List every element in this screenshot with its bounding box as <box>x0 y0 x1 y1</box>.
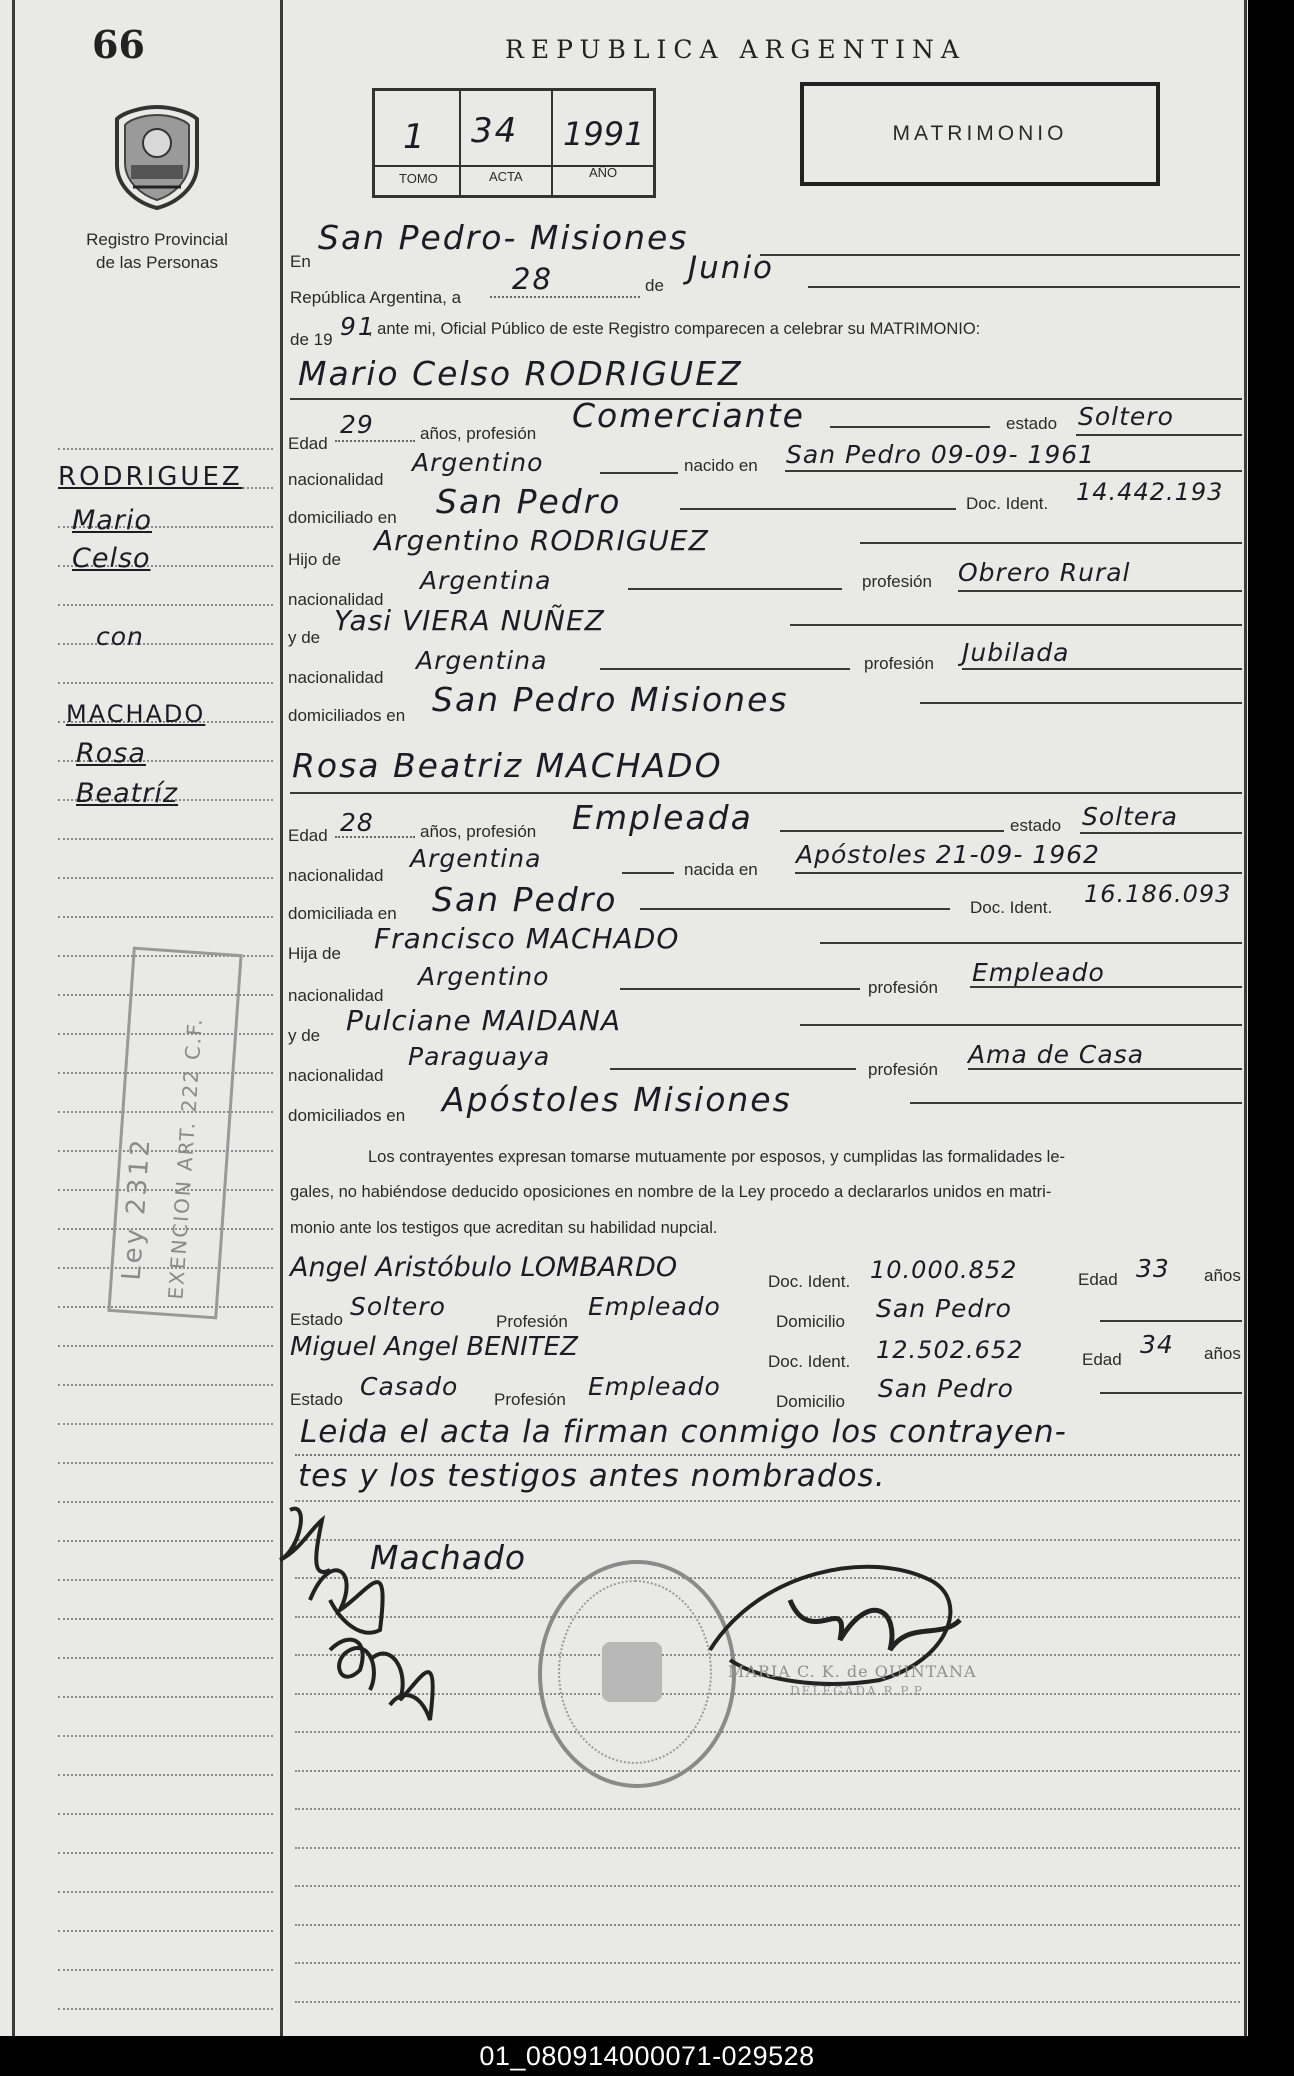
margin-surname-2: MACHADO <box>66 700 206 728</box>
bride-profession: Empleada <box>572 798 753 837</box>
margin-ruled-line <box>58 1345 273 1347</box>
registry-name-line2: de las Personas <box>96 253 218 272</box>
margin-ruled-line <box>58 1969 273 1971</box>
groom-profession: Comerciante <box>572 396 805 435</box>
label-edad-b: Edad <box>288 826 328 845</box>
groom-civil-status: Soltero <box>1078 402 1174 431</box>
label-nacionalidad-2: nacionalidad <box>288 590 384 609</box>
label-anos-profesion-b: años, profesión <box>420 822 537 841</box>
bride-civil-status: Soltera <box>1082 802 1178 831</box>
label-domiciliados-en-b: domiciliados en <box>288 1106 406 1125</box>
label-domiciliada-en: domiciliada en <box>288 904 397 923</box>
label-nacido-en: nacido en <box>684 456 758 475</box>
witness2-status: Casado <box>360 1372 459 1401</box>
stamp-line1: Ley 2312 <box>116 1135 157 1282</box>
groom-father-profession: Obrero Rural <box>958 558 1131 587</box>
bride-mother: Pulciane MAIDANA <box>346 1004 621 1037</box>
margin-ruled-line <box>58 682 273 684</box>
bride-doc: 16.186.093 <box>1084 880 1232 908</box>
tomo-value: 1 <box>403 117 427 157</box>
margin-ruled-line <box>58 1891 273 1893</box>
witness1-status: Soltero <box>350 1292 446 1321</box>
label-nacionalidad-b2: nacionalidad <box>288 986 384 1005</box>
content-ruled-line <box>295 1962 1240 1964</box>
label-y-de: y de <box>288 628 321 647</box>
record-type-box <box>800 82 1160 186</box>
margin-ruled-line <box>58 604 273 606</box>
signature-machado: Machado <box>370 1538 527 1577</box>
bride-mother-profession: Ama de Casa <box>968 1040 1145 1069</box>
margin-given-1: Mario <box>72 505 152 536</box>
margin-ruled-line <box>58 1813 273 1815</box>
label-edad: Edad <box>288 434 328 453</box>
label-y-de-b: y de <box>288 1026 321 1045</box>
content-ruled-line <box>295 1847 1240 1849</box>
witness1-name: Angel Aristóbulo LOMBARDO <box>290 1252 678 1283</box>
margin-con: con <box>96 622 144 651</box>
witness2-doc-label: Doc. Ident. <box>768 1352 851 1371</box>
witness2-age-label: Edad <box>1082 1350 1122 1369</box>
label-hijo-de: Hijo de <box>288 550 341 569</box>
witness1-doc-label: Doc. Ident. <box>768 1272 851 1291</box>
groom-mother-nationality: Argentina <box>416 646 548 675</box>
bride-nationality: Argentina <box>410 844 542 873</box>
label-nacionalidad-b: nacionalidad <box>288 866 384 885</box>
witness1-anos-label: años <box>1204 1266 1241 1285</box>
witness2-domicile: San Pedro <box>878 1374 1014 1403</box>
witness1-profession-label: Profesión <box>496 1312 568 1331</box>
witness2-name: Miguel Angel BENITEZ <box>290 1332 578 1362</box>
margin-ruled-line <box>58 1423 273 1425</box>
record-type: MATRIMONIO <box>892 122 1068 145</box>
anio-value: 1991 <box>563 115 645 153</box>
witness1-status-label: Estado <box>290 1310 343 1329</box>
witness1-profession: Empleado <box>588 1292 721 1321</box>
label-nacionalidad: nacionalidad <box>288 470 384 489</box>
left-border <box>12 0 15 2036</box>
margin-ruled-line <box>58 448 273 450</box>
content-ruled-line <box>295 1731 1240 1733</box>
witness1-age: 33 <box>1136 1254 1170 1283</box>
provincial-seal <box>113 105 201 210</box>
official-stamp-name: MARIA C. K. de QUINTANA <box>728 1662 977 1681</box>
margin-ruled-line <box>58 877 273 879</box>
acta-value: 34 <box>471 111 519 151</box>
registry-name <box>72 228 242 274</box>
margin-ruled-line <box>58 1696 273 1698</box>
margin-ruled-line <box>58 1462 273 1464</box>
bride-age: 28 <box>340 808 374 837</box>
declaration-line3: monio ante los testigos que acreditan su habilidad nupcial. <box>290 1219 718 1237</box>
footer-caption: 01_080914000071-029528 <box>479 2041 815 2071</box>
margin-ruled-line <box>58 1579 273 1581</box>
label-doc-ident-b: Doc. Ident. <box>970 898 1053 917</box>
signatures-scribbles <box>270 1490 570 1730</box>
margin-divider <box>280 0 283 2036</box>
witness2-profession: Empleado <box>588 1372 721 1401</box>
content-ruled-line <box>295 1924 1240 1926</box>
rep-label: República Argentina, a <box>290 288 462 307</box>
margin-ruled-line <box>58 1384 273 1386</box>
bride-mother-nationality: Paraguaya <box>408 1042 551 1071</box>
country-heading: REPUBLICA ARGENTINA <box>505 35 966 64</box>
label-profesion-2: profesión <box>864 654 934 673</box>
label-hija-de: Hija de <box>288 944 341 963</box>
bride-birth: Apóstoles 21-09- 1962 <box>796 840 1100 869</box>
groom-domicile: San Pedro <box>436 482 622 521</box>
signature-scribble-icon <box>270 1490 570 1730</box>
anio-label: AÑO <box>589 165 618 180</box>
year-prefix: de 19 <box>290 330 333 349</box>
exemption-stamp <box>107 947 242 1320</box>
closing-line2: tes y los testigos antes nombrados. <box>298 1458 886 1494</box>
witness2-profession-label: Profesión <box>494 1390 566 1409</box>
label-estado-b: estado <box>1010 816 1062 835</box>
content-ruled-line <box>295 1808 1240 1810</box>
content-ruled-line <box>295 1885 1240 1887</box>
margin-given-4: Beatríz <box>76 778 179 809</box>
bride-domicile: San Pedro <box>432 880 618 919</box>
right-border <box>1244 0 1247 2036</box>
label-domiciliado-en: domiciliado en <box>288 508 397 527</box>
witness2-status-label: Estado <box>290 1390 343 1409</box>
bride-father-profession: Empleado <box>972 958 1105 987</box>
declaration-line2: gales, no habiéndose deducido oposiciones en nombre de la Ley procedo a declararlos unidos en matri- <box>290 1183 1052 1201</box>
witness1-age-label: Edad <box>1078 1270 1118 1289</box>
label-nacionalidad-b3: nacionalidad <box>288 1066 384 1085</box>
groom-nationality: Argentino <box>412 448 544 477</box>
stamp-line2: EXENCION ART. 222 C.F. <box>163 1016 208 1301</box>
official-stamp-title: DELEGADA R.P.P. <box>790 1684 928 1698</box>
content-ruled-line <box>295 1770 1240 1772</box>
label-profesion-b2: profesión <box>868 1060 938 1079</box>
bride-father: Francisco MACHADO <box>374 922 680 955</box>
day: 28 <box>512 262 553 296</box>
groom-mother-profession: Jubilada <box>962 638 1070 667</box>
witness2-domicile-label: Domicilio <box>776 1392 845 1411</box>
witness1-doc: 10.000.852 <box>870 1256 1018 1284</box>
margin-given-3: Rosa <box>76 738 146 769</box>
content-ruled-line <box>295 2001 1240 2003</box>
bride-father-nationality: Argentino <box>418 962 550 991</box>
de-label: de <box>645 276 664 295</box>
groom-age: 29 <box>340 410 374 439</box>
margin-ruled-line <box>58 1852 273 1854</box>
witness2-anos-label: años <box>1204 1344 1241 1363</box>
groom-birth: San Pedro 09-09- 1961 <box>786 440 1096 469</box>
groom-mother: Yasi VIERA NUÑEZ <box>334 604 605 637</box>
label-doc-ident: Doc. Ident. <box>966 494 1049 513</box>
margin-ruled-line <box>58 916 273 918</box>
registry-name-line1: Registro Provincial <box>86 230 228 249</box>
margin-ruled-line <box>58 1501 273 1503</box>
margin-given-2: Celso <box>72 543 151 574</box>
groom-doc: 14.442.193 <box>1076 478 1224 506</box>
bride-parents-domicile: Apóstoles Misiones <box>442 1080 792 1119</box>
margin-ruled-line <box>58 1618 273 1620</box>
label-profesion: profesión <box>862 572 932 591</box>
margin-ruled-line <box>58 1930 273 1932</box>
label-nacida-en: nacida en <box>684 860 758 879</box>
groom-parents-domicile: San Pedro Misiones <box>432 680 789 719</box>
margin-ruled-line <box>58 838 273 840</box>
closing-line1: Leida el acta la firman conmigo los contrayen- <box>300 1414 1067 1450</box>
witness2-doc: 12.502.652 <box>876 1336 1024 1364</box>
label-profesion-b: profesión <box>868 978 938 997</box>
groom-name: Mario Celso RODRIGUEZ <box>298 354 743 393</box>
margin-ruled-line <box>58 1735 273 1737</box>
groom-father: Argentino RODRIGUEZ <box>374 524 709 557</box>
declaration-line1: Los contrayentes expresan tomarse mutuamente por esposos, y cumplidas las formalidades le- <box>368 1148 1066 1166</box>
acta-label: ACTA <box>489 169 523 184</box>
year-suffix: 91 <box>340 312 376 341</box>
margin-surname: RODRIGUEZ <box>58 462 243 492</box>
witness1-domicile-label: Domicilio <box>776 1312 845 1331</box>
tomo-label: TOMO <box>399 171 438 186</box>
witness1-domicile: San Pedro <box>876 1294 1012 1323</box>
month: Junio <box>688 250 775 286</box>
tomo-acta-anio-box <box>372 88 656 198</box>
margin-ruled-line <box>58 1657 273 1659</box>
witness2-age: 34 <box>1140 1330 1174 1359</box>
label-nacionalidad-3: nacionalidad <box>288 668 384 687</box>
label-anos-profesion: años, profesión <box>420 424 537 443</box>
margin-ruled-line <box>58 1540 273 1542</box>
label-estado: estado <box>1006 414 1058 433</box>
margin-ruled-line <box>58 643 273 645</box>
margin-ruled-line <box>58 2008 273 2010</box>
bride-name: Rosa Beatriz MACHADO <box>292 746 723 785</box>
place: San Pedro- Misiones <box>318 218 689 257</box>
intro-text: , ante mi, Oficial Público de este Registro comparecen a celebrar su MATRIMONIO: <box>368 320 981 338</box>
page-number: 66 <box>92 22 145 67</box>
margin-ruled-line <box>58 1774 273 1776</box>
seal-icon <box>113 105 201 210</box>
label-domiciliados-en: domiciliados en <box>288 706 406 725</box>
en-label: En <box>290 252 311 271</box>
groom-father-nationality: Argentina <box>420 566 552 595</box>
